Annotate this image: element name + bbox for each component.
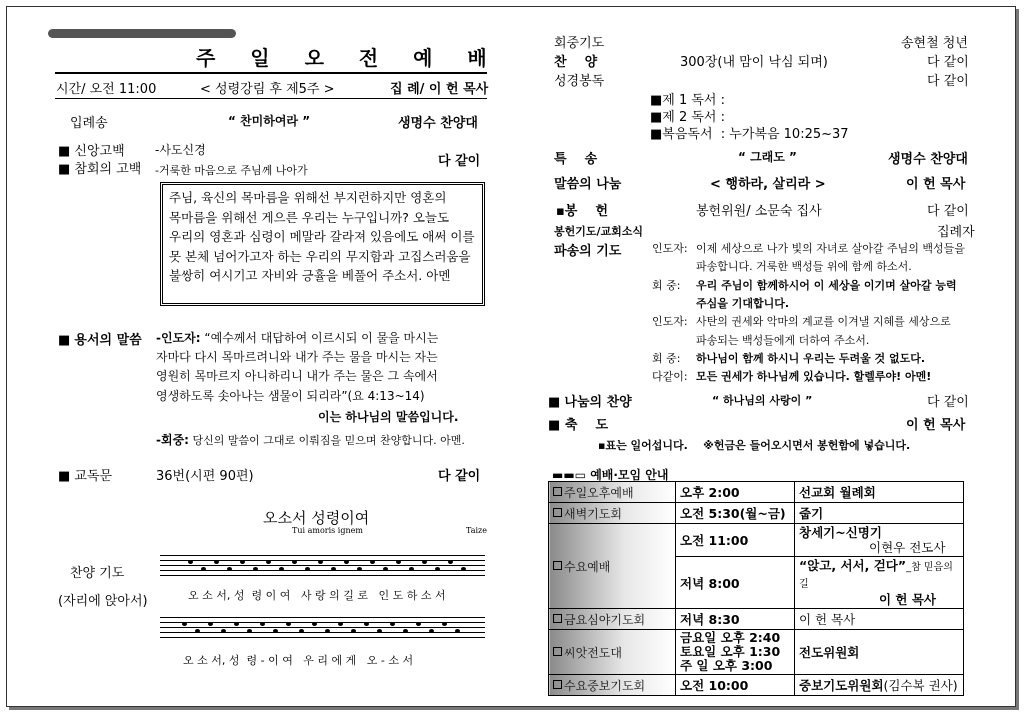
hymn-latin: Tui amoris ignem — [292, 526, 363, 535]
pardon-line4: 영생하도록 솟아나는 샘물이 되리라”(요 4:13~14) — [156, 389, 425, 403]
r-row-0-label: 회중기도 — [554, 36, 605, 51]
responsive-value: 36번(시편 90편) — [156, 469, 254, 484]
r-row-2-by: 다 같이 — [927, 74, 969, 89]
sharing-label: ■ 나눔의 찬양 — [548, 395, 632, 410]
music-note — [195, 629, 200, 633]
footnote: ▪표는 일어섭니다. ※헌금은 들어오시면서 봉헌함에 넣습니다. — [598, 439, 911, 452]
entrance-label: 입례송 — [70, 116, 108, 131]
hymn-title: 오소서 성령이여 — [263, 509, 370, 527]
music-note — [299, 629, 304, 633]
sending-label: 파송의 기도 — [554, 244, 622, 259]
music-note — [227, 567, 232, 571]
music-note — [273, 629, 278, 633]
music-note — [442, 622, 447, 626]
music-staff-2 — [160, 617, 485, 637]
music-note — [325, 629, 330, 633]
music-note — [286, 622, 291, 626]
music-note — [338, 622, 343, 626]
music-note — [383, 567, 388, 571]
service-title: 주 일 오 전 예 배 — [196, 46, 501, 70]
sending-line-text: 파송합니다. 거룩한 백성들 위에 함께 하소서. — [696, 260, 912, 274]
music-note — [201, 567, 206, 571]
schedule-time: 저녁 8:00 — [676, 557, 795, 609]
pardon-label: ■ 용서의 말씀 — [58, 333, 142, 348]
sending-line-text: 모든 권세가 하나님께 있습니다. 할렐루야! 아멘! — [696, 370, 932, 384]
schedule-name: 새벽기도회 — [549, 503, 676, 524]
schedule-name: 수요예배 — [549, 524, 676, 609]
schedule-place: 줍기 — [795, 503, 964, 524]
sharing-song: “ 하나님의 사랑이 ” — [712, 394, 813, 407]
schedule-time: 저녁 8:30 — [676, 609, 795, 630]
reading-1: ■제 1 독서 : — [650, 93, 726, 108]
music-note — [357, 567, 362, 571]
music-note — [240, 560, 245, 564]
confession-by: 다 같이 — [438, 154, 481, 169]
sending-line-who: 인도자: — [652, 315, 688, 329]
music-note — [214, 560, 219, 564]
responsive-label: ■ 교독문 — [58, 469, 113, 484]
music-note — [253, 567, 258, 571]
schedule-name: 주일오후예배 — [549, 482, 676, 503]
music-note — [422, 560, 427, 564]
offering-label: ▪봉 헌 — [556, 204, 609, 219]
table-row — [549, 675, 964, 696]
confession-prayer-box: 주님, 육신의 목마름을 위해선 부지런하지만 영혼의 목마름을 위해선 게으른 우리는 누구입니까? 오늘도 우리의 영혼과 심령이 메말라 갈라져 있음에도 애써 이를 못 본체 넘어가고자 하는 우리의 무지함과 고집스러움을 불쌍히 여시기고 자비와 긍휼을 베풀어 주소서. 아멘 — [160, 182, 485, 306]
r-row-2-label: 성경봉독 — [554, 74, 605, 89]
sending-line-text: 하나님이 함께 하시니 우리는 두려울 것 없도다. — [696, 351, 926, 365]
service-time: 시간/ 오전 11:00 — [56, 82, 157, 97]
sending-line-text: 사탄의 권세와 악마의 계교를 이겨낼 지혜를 세상으로 — [696, 315, 951, 329]
music-note — [208, 622, 213, 626]
pardon-line3: 영원히 목마르지 아니하리니 내가 주는 물은 그 속에서 — [156, 369, 438, 383]
r-row-1-mid: 300장(내 맘이 낙심 되며) — [680, 55, 828, 70]
sermon-label: 말씀의 나눔 — [554, 177, 622, 192]
sermon-title: < 행하라, 살리라 > — [710, 177, 826, 192]
hymn-label-sub: (자리에 앉아서) — [58, 594, 148, 609]
music-note — [331, 567, 336, 571]
schedule-time: 오후 2:00 — [676, 482, 795, 503]
music-note — [260, 622, 265, 626]
sending-line-text: 이제 세상으로 나가 빛의 자녀로 살아갈 주님의 백성들을 — [696, 242, 965, 255]
title-underline — [55, 72, 487, 74]
sharing-by: 다 같이 — [927, 395, 969, 410]
schedule-name: 씨앗전도대 — [549, 630, 676, 675]
table-row — [549, 630, 964, 675]
schedule-place: “앉고, 서서, 걷다”_참 믿음의 길 이 헌 목사 — [795, 557, 964, 609]
offering-mid: 봉헌위원/ 소문숙 집사 — [696, 204, 822, 219]
sending-line-who: 회 중: — [652, 351, 681, 365]
table-row — [549, 609, 964, 630]
r-row-1-label: 찬 양 — [554, 55, 598, 70]
presider: 집 례/ 이 헌 목사 — [390, 82, 489, 97]
entrance-song: “ 찬미하여라 ” — [228, 114, 311, 128]
pardon-line1: -인도자: “예수께서 대답하여 이르시되 이 물을 마시는 — [156, 331, 439, 345]
schedule-table — [548, 481, 964, 696]
music-staff-1 — [160, 555, 485, 575]
music-note — [351, 629, 356, 633]
notice-label: 봉헌기도/교회소식 — [554, 225, 644, 238]
music-note — [305, 567, 310, 571]
music-note — [435, 567, 440, 571]
music-note — [279, 567, 284, 571]
table-row — [549, 482, 964, 503]
music-note — [221, 629, 226, 633]
hymn-label: 찬양 기도 — [70, 566, 125, 581]
music-note — [266, 560, 271, 564]
offering-by: 다 같이 — [927, 204, 969, 219]
sermon-by: 이 헌 목사 — [906, 177, 966, 192]
pardon-line5: 이는 하나님의 말씀입니다. — [318, 410, 459, 424]
schedule-time: 오전 11:00 — [676, 524, 795, 557]
special-song: “ 그래도 ” — [738, 150, 797, 164]
creed-value: -사도신경 — [155, 143, 206, 157]
music-note — [429, 629, 434, 633]
reading-gospel: ■복음독서 : 누가복음 10:25~37 — [650, 127, 849, 142]
responsive-by: 다 같이 — [438, 469, 481, 484]
music-note — [409, 567, 414, 571]
hymn-composer: Taize — [466, 526, 487, 535]
music-note — [396, 560, 401, 564]
music-note — [461, 567, 466, 571]
r-row-1-by: 다 같이 — [927, 55, 969, 70]
sending-line-text: 우리 주님이 함께하시어 이 세상을 이기며 살아갈 능력 — [696, 278, 957, 292]
music-note — [188, 560, 193, 564]
sending-line-who: 다같이: — [652, 370, 688, 384]
notice-by: 집례자 — [937, 225, 975, 240]
music-note — [344, 560, 349, 564]
schedule-time: 오전 5:30(월~금) — [676, 503, 795, 524]
header-underline — [55, 98, 487, 99]
confession-value: -거룩한 마음으로 주님께 나아가 — [155, 164, 308, 177]
schedule-time: 금요일 오후 2:40 토요일 오후 1:30 주 일 오후 3:00 — [676, 630, 795, 675]
confession-label: ■ 참회의 고백 — [58, 162, 142, 177]
benediction-label: ■ 축 도 — [548, 418, 609, 433]
schedule-time: 오전 10:00 — [676, 675, 795, 696]
top-decor-bar — [48, 29, 236, 38]
special-label: 특 송 — [554, 152, 598, 167]
music-note — [318, 560, 323, 564]
schedule-place: 중보기도위원회(김수복 권사) — [795, 675, 964, 696]
schedule-place: 이 헌 목사 — [795, 609, 964, 630]
music-note — [403, 629, 408, 633]
reading-2: ■제 2 독서 : — [650, 110, 726, 125]
schedule-place: 창세기~신명기 이현우 전도사 — [795, 524, 964, 557]
sending-line-who: 인도자: — [652, 242, 688, 255]
music-note — [448, 560, 453, 564]
music-note — [234, 622, 239, 626]
hymn-lyrics-1: 오 소 서, 성 령 이 여 사 랑 의 길 로 인 도 하 소 서 — [188, 589, 446, 602]
music-note — [312, 622, 317, 626]
schedule-name: 수요중보기도회 — [549, 675, 676, 696]
music-note — [455, 629, 460, 633]
schedule-place: 선교회 월례회 — [795, 482, 964, 503]
music-note — [377, 629, 382, 633]
hymn-lyrics-2: 오 소 서, 성 령 - 이 여 우 리 에 게 오 - 소 서 — [183, 654, 414, 667]
liturgical-season: < 성령강림 후 제5주 > — [200, 82, 335, 97]
music-note — [390, 622, 395, 626]
table-row — [549, 524, 964, 557]
schedule-name: 금요심야기도회 — [549, 609, 676, 630]
sending-line-text: 주심을 기대합니다. — [696, 296, 790, 310]
sending-line-text: 파송되는 백성들에게 더하여 주소서. — [696, 333, 870, 347]
schedule-title: ▬▬▭ 예배·모임 안내 — [552, 468, 669, 482]
r-row-0-by: 송현철 청년 — [901, 36, 968, 51]
music-note — [370, 560, 375, 564]
music-note — [416, 622, 421, 626]
special-by: 생명수 찬양대 — [888, 152, 968, 167]
music-note — [364, 622, 369, 626]
table-row — [549, 503, 964, 524]
sending-line-who: 회 중: — [652, 278, 681, 292]
pardon-people: -회중: 당신의 말씀이 그대로 이뤄짐을 믿으며 찬양합니다. 아멘. — [156, 433, 465, 447]
music-note — [292, 560, 297, 564]
creed-label: ■ 신앙고백 — [58, 144, 125, 159]
pardon-line2: 자마다 다시 목마르려니와 내가 주는 물을 마시는 자는 — [156, 350, 438, 364]
music-note — [182, 622, 187, 626]
music-note — [247, 629, 252, 633]
benediction-by: 이 헌 목사 — [906, 418, 966, 433]
entrance-by: 생명수 찬양대 — [398, 116, 478, 131]
schedule-place: 전도위원회 — [795, 630, 964, 675]
